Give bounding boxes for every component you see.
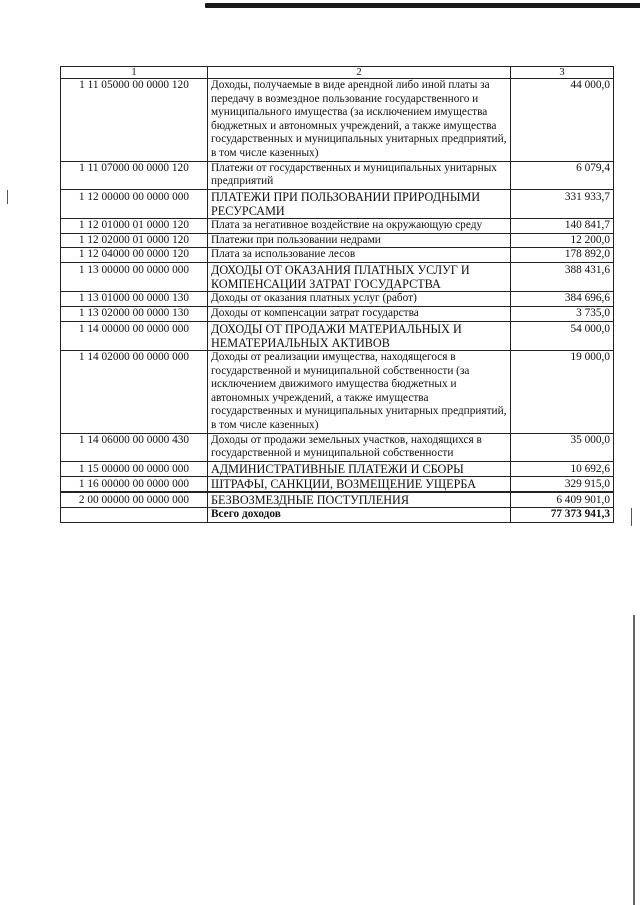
amount-cell: 3 735,0 — [511, 306, 614, 321]
table-row — [61, 461, 614, 476]
name-cell: ШТРАФЫ, САНКЦИИ, ВОЗМЕЩЕНИЕ УЩЕРБА — [208, 476, 511, 492]
code-cell: 1 13 02000 00 0000 130 — [61, 306, 208, 321]
table-row — [61, 321, 614, 350]
table-row — [61, 292, 614, 307]
amount-cell: 44 000,0 — [511, 79, 614, 162]
name-cell: БЕЗВОЗМЕЗДНЫЕ ПОСТУПЛЕНИЯ — [208, 492, 511, 508]
name-cell: Доходы от оказания платных услуг (работ) — [208, 292, 511, 307]
name-cell: ДОХОДЫ ОТ ПРОДАЖИ МАТЕРИАЛЬНЫХ И НЕМАТЕРИАЛЬНЫХ АКТИВОВ — [208, 321, 511, 350]
table-row — [61, 433, 614, 461]
table-row — [61, 79, 614, 162]
code-cell: 1 14 02000 00 0000 000 — [61, 350, 208, 433]
amount-cell: 329 915,0 — [511, 476, 614, 492]
scan-artifact — [633, 615, 635, 905]
code-cell — [61, 508, 208, 523]
code-cell: 1 13 00000 00 0000 000 — [61, 262, 208, 291]
scan-artifact — [7, 190, 8, 204]
table-row — [61, 248, 614, 263]
table-row — [61, 476, 614, 492]
table-row — [61, 492, 614, 508]
name-cell: Доходы от компенсации затрат государства — [208, 306, 511, 321]
table-header-row — [61, 67, 614, 79]
scan-top-bar — [205, 3, 640, 8]
amount-cell: 384 696,6 — [511, 292, 614, 307]
amount-cell: 6 079,4 — [511, 161, 614, 189]
table-row — [61, 161, 614, 189]
amount-cell: 77 373 941,3 — [511, 508, 614, 523]
name-cell: Доходы, получаемые в виде арендной либо иной платы за передачу в возмездное пользование государственного и муниципального имущества (за исключением имущества бюджетных и автономных учреждений, а также имущества государственных и муниципальных унитарных предприятий, в том числе казенных) — [208, 79, 511, 162]
column-header-name: 2 — [208, 67, 511, 79]
scan-artifact — [631, 508, 632, 526]
code-cell: 1 12 01000 01 0000 120 — [61, 219, 208, 234]
name-cell: Доходы от продажи земельных участков, находящихся в государственной и муниципальной собственности — [208, 433, 511, 461]
table-row — [61, 350, 614, 433]
name-cell: Платежи от государственных и муниципальных унитарных предприятий — [208, 161, 511, 189]
table-row — [61, 306, 614, 321]
column-header-code: 1 — [61, 67, 208, 79]
code-cell: 1 14 00000 00 0000 000 — [61, 321, 208, 350]
amount-cell: 54 000,0 — [511, 321, 614, 350]
name-cell: ПЛАТЕЖИ ПРИ ПОЛЬЗОВАНИИ ПРИРОДНЫМИ РЕСУРСАМИ — [208, 189, 511, 218]
amount-cell: 331 933,7 — [511, 189, 614, 218]
name-cell: Всего доходов — [208, 508, 511, 523]
code-cell: 1 11 07000 00 0000 120 — [61, 161, 208, 189]
amount-cell: 6 409 901,0 — [511, 492, 614, 508]
code-cell: 1 12 04000 00 0000 120 — [61, 248, 208, 263]
revenue-table — [60, 66, 614, 523]
name-cell: Плата за использование лесов — [208, 248, 511, 263]
amount-cell: 12 200,0 — [511, 233, 614, 248]
code-cell: 1 12 02000 01 0000 120 — [61, 233, 208, 248]
code-cell: 1 14 06000 00 0000 430 — [61, 433, 208, 461]
code-cell: 1 11 05000 00 0000 120 — [61, 79, 208, 162]
name-cell: АДМИНИСТРАТИВНЫЕ ПЛАТЕЖИ И СБОРЫ — [208, 461, 511, 476]
table-row — [61, 233, 614, 248]
code-cell: 2 00 00000 00 0000 000 — [61, 492, 208, 508]
column-header-amount: 3 — [511, 67, 614, 79]
table-row — [61, 219, 614, 234]
name-cell: Доходы от реализации имущества, находящегося в государственной и муниципальной собственности (за исключением движимого имущества бюджетных и автономных учреждений, а также имущества государственных и муниципальных унитарных предприятий, в том числе казенных) — [208, 350, 511, 433]
name-cell: ДОХОДЫ ОТ ОКАЗАНИЯ ПЛАТНЫХ УСЛУГ И КОМПЕНСАЦИИ ЗАТРАТ ГОСУДАРСТВА — [208, 262, 511, 291]
code-cell: 1 13 01000 00 0000 130 — [61, 292, 208, 307]
table-row — [61, 262, 614, 291]
code-cell: 1 12 00000 00 0000 000 — [61, 189, 208, 218]
code-cell: 1 15 00000 00 0000 000 — [61, 461, 208, 476]
amount-cell: 140 841,7 — [511, 219, 614, 234]
amount-cell: 19 000,0 — [511, 350, 614, 433]
amount-cell: 10 692,6 — [511, 461, 614, 476]
amount-cell: 35 000,0 — [511, 433, 614, 461]
amount-cell: 178 892,0 — [511, 248, 614, 263]
table-row — [61, 189, 614, 218]
name-cell: Платежи при пользовании недрами — [208, 233, 511, 248]
table-row — [61, 508, 614, 523]
code-cell: 1 16 00000 00 0000 000 — [61, 476, 208, 492]
amount-cell: 388 431,6 — [511, 262, 614, 291]
name-cell: Плата за негативное воздействие на окружающую среду — [208, 219, 511, 234]
